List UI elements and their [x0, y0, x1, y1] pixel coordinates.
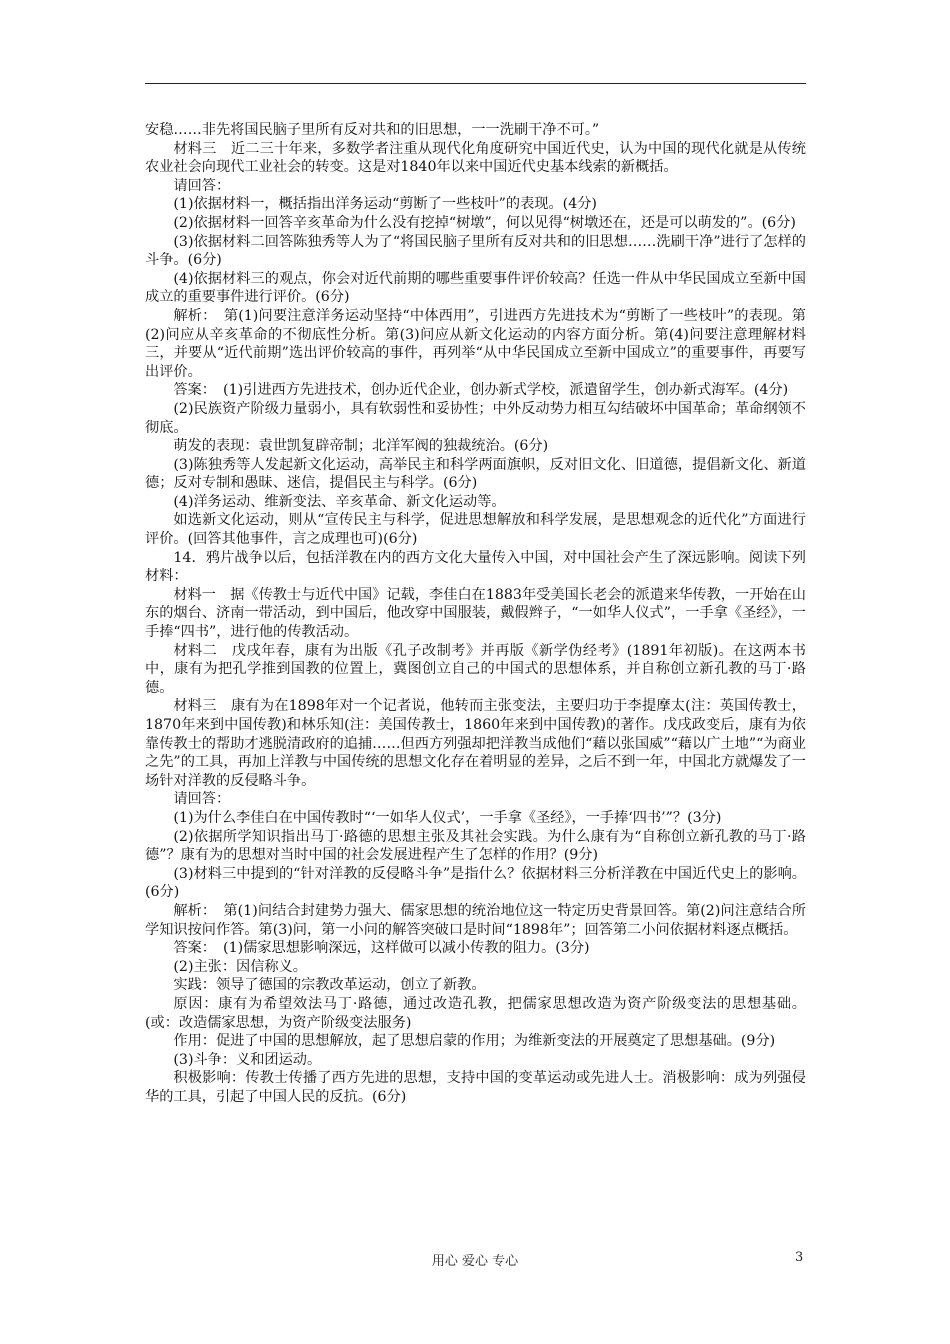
paragraph: (3)斗争：义和团运动。 [173, 1051, 322, 1068]
paragraph: 萌发的表现：袁世凯复辟帝制；北洋军阀的独裁统治。(6分) [173, 438, 549, 455]
paragraph: (3)陈独秀等人发起新文化运动，高举民主和科学两面旗帜，反对旧文化、旧道德，提倡新文化、新道德；反对专制和愚昧、迷信，提倡民主与科学。(6分) [145, 456, 806, 492]
paragraph: 材料三 康有为在1898年对一个记者说，他转而主张变法，主要归功于李提摩太(注：英国传教士，1870年来到中国传教)和林乐知(注：美国传教士，1860年来到中国传教)的著作。戊戌政变后，康有为依靠传教士的帮助才逃脱清政府的追捕……但西方列强却把洋教当成他们“藉以张国威”“藉以广土地”“为商业之先”的工具，再加上洋教与中国传统的思想文化存在着明显的差异，之后不到一年，中国北方就爆发了一场针对洋教的反侵略斗争。 [145, 698, 806, 789]
paragraph: 请回答： [173, 791, 231, 808]
paragraph: (2)主张：因信称义。 [173, 958, 307, 975]
paragraph: 请回答： [173, 177, 231, 194]
paragraph: (1)为什么李佳白在中国传教时“‘一如华人仪式’，一手拿《圣经》，一手捧‘四书’”？(3分) [173, 809, 722, 826]
paragraph: (3)材料三中提到的“针对洋教的反侵略斗争”是指什么？依据材料三分析洋教在中国近代史上的影响。(6分) [145, 865, 806, 901]
paragraph: (4)依据材料三的观点，你会对近代前期的哪些重要事件评价较高？任选一件从中华民国成立至新中国成立的重要事件进行评价。(6分) [145, 270, 806, 306]
page-footer: 用心 爱心 专心 [431, 1254, 519, 1269]
paragraph: 如选新文化运动，则从“宣传民主与科学，促进思想解放和科学发展，是思想观念的近代化”方面进行评价。(回答其他事件，言之成理也可)(6分) [145, 512, 806, 548]
paragraph: 14．鸦片战争以后，包括洋教在内的西方文化大量传入中国，对中国社会产生了深远影响。阅读下列材料： [145, 549, 806, 585]
paragraph: 答案： (1)引进西方先进技术，创办近代企业，创办新式学校，派遣留学生，创办新式海军。(4分) [173, 382, 789, 399]
paragraph: (1)依据材料一，概括指出洋务运动“剪断了一些枝叶”的表现。(4分) [173, 196, 597, 213]
paragraph: (2)依据材料一回答辛亥革命为什么没有挖掉“树墩”，何以见得“树墩还在，还是可以萌发的”。(6分) [173, 214, 796, 231]
paragraph: 原因：康有为希望效法马丁·路德，通过改造孔教，把儒家思想改造为资产阶级变法的思想基础。(或：改造儒家思想，为资产阶级变法服务) [145, 995, 806, 1031]
paragraph: (2)依据所学知识指出马丁·路德的思想主张及其社会实践。为什么康有为“自称创立新孔教的马丁·路德”？康有为的思想对当时中国的社会发展进程产生了怎样的作用？(9分) [145, 828, 806, 864]
paragraph: 材料一 据《传教士与近代中国》记载，李佳白在1883年受美国长老会的派遣来华传教，一开始在山东的烟台、济南一带活动，到中国后，他改穿中国服装，戴假辫子，“一如华人仪式”，一手拿《圣经》，一手捧“四书”，进行他的传教活动。 [145, 586, 806, 641]
paragraph: 解析： 第(1)问结合封建势力强大、儒家思想的统治地位这一特定历史背景回答。第(2)问注意结合所学知识按问作答。第(3)问，第一小问的解答突破口是时间“1898年”；回答第二小问依据材料逐点概括。 [145, 902, 806, 938]
document-body [145, 121, 806, 1106]
paragraph: 解析： 第(1)问要注意洋务运动坚持“中体西用”，引进西方先进技术为“剪断了一些枝叶”的表现。第(2)问应从辛亥革命的不彻底性分析。第(3)问应从新文化运动的内容方面分析。第(4)问要注意理解材料三，并要从“近代前期”选出评价较高的事件，再列举“从中华民国成立至新中国成立”的重要事件，再要写出评价。 [145, 307, 806, 380]
paragraph: 安稳……非先将国民脑子里所有反对共和的旧思想，一一洗刷干净不可。” [145, 122, 600, 138]
paragraph: 实践：领导了德国的宗教改革运动，创立了新教。 [173, 977, 486, 994]
paragraph: (4)洋务运动、维新变法、辛亥革命、新文化运动等。 [173, 493, 506, 510]
paragraph: 作用：促进了中国的思想解放，起了思想启蒙的作用；为维新变法的开展奠定了思想基础。(9分) [173, 1033, 776, 1050]
paragraph: (3)依据材料二回答陈独秀等人为了“将国民脑子里所有反对共和的旧思想……洗刷干净”进行了怎样的斗争。(6分) [145, 233, 806, 269]
paragraph: (2)民族资产阶级力量弱小，具有软弱性和妥协性；中外反动势力相互勾结破坏中国革命；革命纲领不彻底。 [145, 400, 806, 436]
paragraph: 材料三 近二三十年来，多数学者注重从现代化角度研究中国近代史，认为中国的现代化就是从传统农业社会向现代工业社会的转变。这是对1840年以来中国近代史基本线索的新概括。 [145, 140, 806, 176]
page-number: 3 [795, 1250, 804, 1265]
paragraph: 积极影响：传教士传播了西方先进的思想，支持中国的变革运动或先进人士。消极影响：成为列强侵华的工具，引起了中国人民的反抗。(6分) [145, 1070, 806, 1105]
header-rule [145, 83, 806, 84]
paragraph: 答案： (1)儒家思想影响深远，这样做可以减小传教的阻力。(3分) [173, 940, 590, 957]
paragraph: 材料二 戊戌年春，康有为出版《孔子改制考》并再版《新学伪经考》(1891年初版)。在这两本书中，康有为把孔学推到国教的位置上，冀图创立自己的中国式的思想体系，并自称创立新孔教的马丁·路德。 [145, 642, 806, 696]
